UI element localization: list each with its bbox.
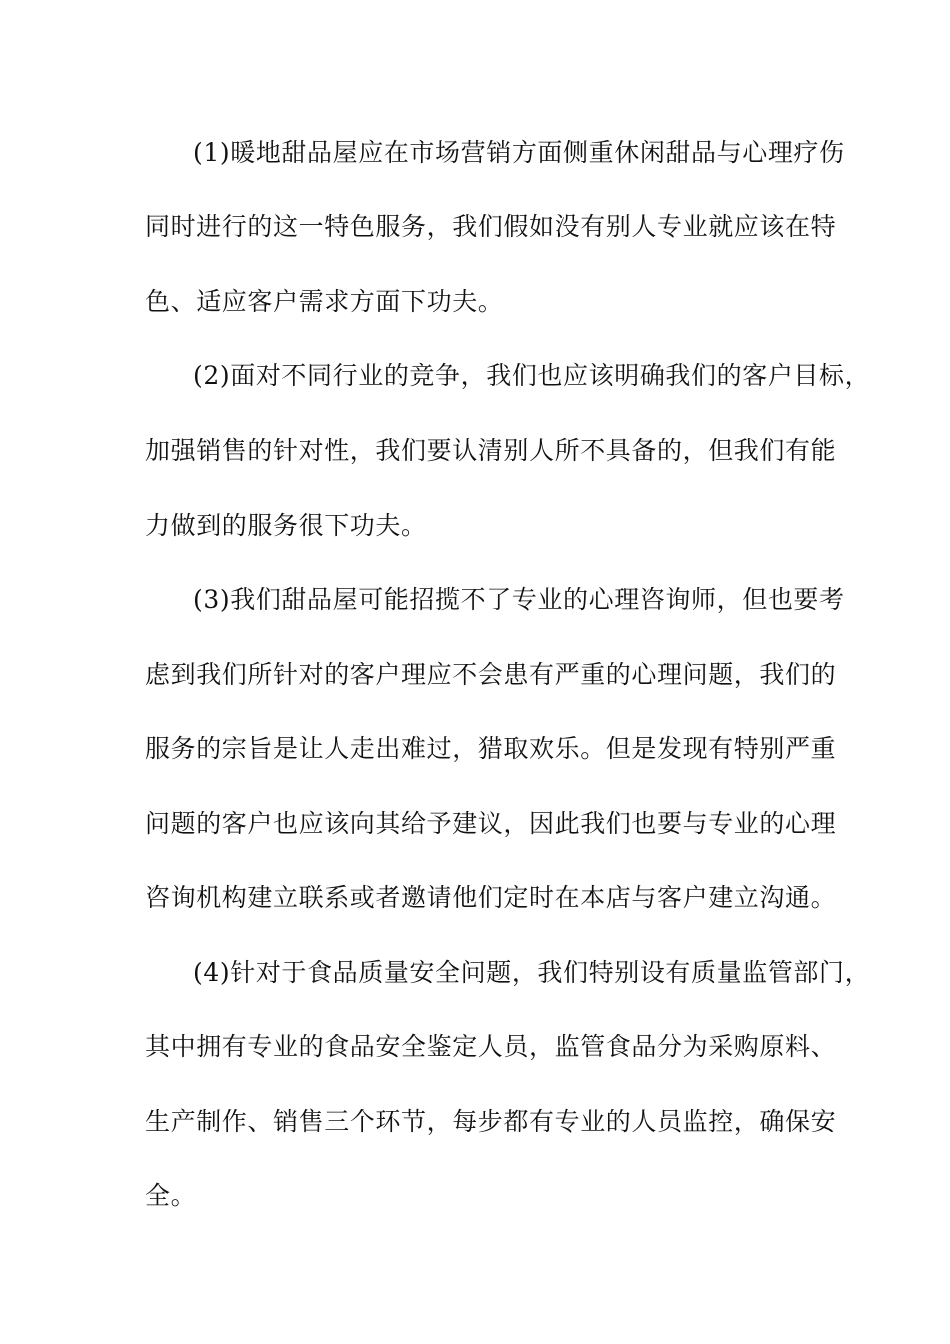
paragraph-4-line-2: 其中拥有专业的食品安全鉴定人员，监管食品分为采购原料、 xyxy=(145,1032,837,1061)
paragraph-4-line-4: 全。 xyxy=(145,1181,197,1210)
paragraph-1-line-2: 同时进行的这一特色服务，我们假如没有别人专业就应该在特 xyxy=(145,212,837,241)
paragraph-1-line-1: (1)暖地甜品屋应在市场营销方面侧重休闲甜品与心理疗伤 xyxy=(193,138,845,167)
paragraph-2-line-1: (2)面对不同行业的竞争，我们也应该明确我们的客户目标， xyxy=(193,361,871,390)
paragraph-3-line-2: 虑到我们所针对的客户理应不会患有严重的心理问题，我们的 xyxy=(145,660,837,689)
paragraph-2-line-3: 力做到的服务很下功夫。 xyxy=(145,511,427,540)
paragraph-3-line-4: 问题的客户也应该向其给予建议，因此我们也要与专业的心理 xyxy=(145,809,837,838)
paragraph-3-line-5: 咨询机构建立联系或者邀请他们定时在本店与客户建立沟通。 xyxy=(145,883,837,912)
paragraph-2-line-2: 加强销售的针对性，我们要认清别人所不具备的，但我们有能 xyxy=(145,436,837,465)
paragraph-3-line-3: 服务的宗旨是让人走出难过，猎取欢乐。但是发现有特别严重 xyxy=(145,734,837,763)
paragraph-1-line-3: 色、适应客户需求方面下功夫。 xyxy=(145,287,504,316)
paragraph-3-line-1: (3)我们甜品屋可能招揽不了专业的心理咨询师，但也要考 xyxy=(193,585,845,614)
paragraph-4-line-1: (4)针对于食品质量安全问题，我们特别设有质量监管部门， xyxy=(193,958,871,987)
paragraph-4-line-3: 生产制作、销售三个环节，每步都有专业的人员监控，确保安 xyxy=(145,1107,837,1136)
